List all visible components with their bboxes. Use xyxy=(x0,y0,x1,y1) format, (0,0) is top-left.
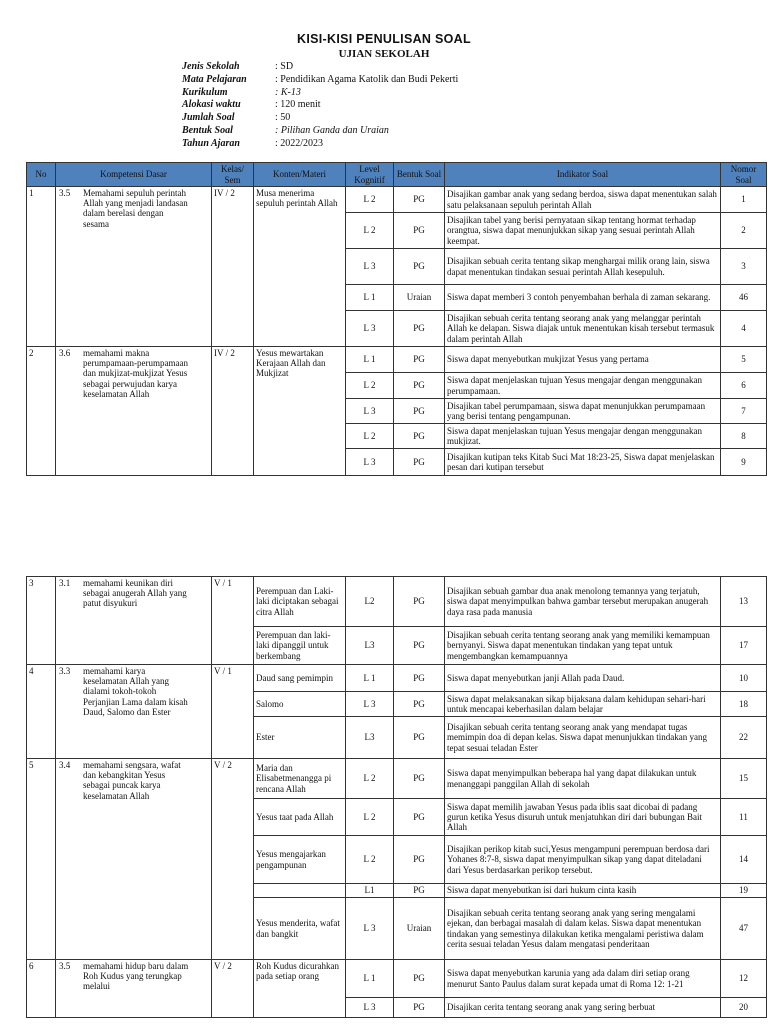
info-label: Jenis Sekolah xyxy=(182,61,240,72)
konten-materi: Yesus mengajarkan pengampunan xyxy=(254,836,346,884)
konten-materi: Daud sang pemimpin xyxy=(254,665,346,692)
info-value: : K-13 xyxy=(275,86,301,98)
bentuk-soal: PG xyxy=(394,717,445,759)
nomor-soal: 46 xyxy=(721,285,767,311)
header-indikator-soal: Indikator Soal xyxy=(445,163,721,187)
indikator-soal: Disajikan perikop kitab suci,Yesus mengampuni perempuan berdosa dari Yohanes 8:7-8, siswa dapat menyimpulkan sikap yang dapat diteladani dari Yesus berdasarkan perikop tersebut. xyxy=(445,836,721,884)
level-kognitif: L 1 xyxy=(346,960,394,998)
level-kognitif: L3 xyxy=(346,717,394,759)
table-row xyxy=(27,665,767,692)
table-row xyxy=(27,187,767,213)
konten-materi: Roh Kudus dicurahkan pada setiap orang xyxy=(254,960,346,1018)
document-subtitle: UJIAN SEKOLAH xyxy=(338,48,430,60)
konten-materi: Perempuan dan laki-laki dipanggil untuk berkembang xyxy=(254,627,346,665)
info-label: Kurikulum xyxy=(182,86,228,98)
konten-materi: Musa menerima sepuluh perintah Allah xyxy=(254,187,346,347)
info-label: Jumlah Soal xyxy=(182,112,235,124)
kompetensi-dasar xyxy=(56,187,212,347)
table-row xyxy=(27,960,767,998)
indikator-soal: Siswa dapat menyebutkan mukjizat Yesus yang pertama xyxy=(445,347,721,373)
bentuk-soal: Uraian xyxy=(394,898,445,960)
info-row xyxy=(182,87,458,100)
info-label: Tahun Ajaran xyxy=(182,137,240,149)
kd-text: memahami hidup baru dalam Roh Kudus yang terungkap melalui xyxy=(83,961,189,992)
header-no: No xyxy=(27,163,56,187)
level-kognitif: L 3 xyxy=(346,692,394,717)
indikator-soal: Siswa dapat memilih jawaban Yesus pada iblis saat dicobai di padang gurun ketika Yesus disuruh untuk menjatuhkan diri dari bubungan Bait Allah xyxy=(445,799,721,836)
kompetensi-dasar xyxy=(56,347,212,476)
table-row xyxy=(27,577,767,627)
table-body-2 xyxy=(27,577,767,1018)
nomor-soal: 22 xyxy=(721,717,767,759)
indikator-soal: Siswa dapat menjelaskan tujuan Yesus mengajar dengan menggunakan mukjizat. xyxy=(445,424,721,449)
nomor-soal: 3 xyxy=(721,249,767,285)
level-kognitif: L 3 xyxy=(346,898,394,960)
konten-materi: Yesus taat pada Allah xyxy=(254,799,346,836)
nomor-soal: 18 xyxy=(721,692,767,717)
nomor-soal: 11 xyxy=(721,799,767,836)
kelas-sem: IV / 2 xyxy=(212,187,254,347)
level-kognitif: L 3 xyxy=(346,249,394,285)
info-value: : SD xyxy=(275,61,294,72)
nomor-soal: 9 xyxy=(721,449,767,476)
nomor-soal: 15 xyxy=(721,759,767,799)
row-number: 3 xyxy=(27,577,56,665)
nomor-soal: 12 xyxy=(721,960,767,998)
header-bentuk-soal: Bentuk Soal xyxy=(394,163,445,187)
kd-text: memahami makna perumpamaan-perumpamaan dan mukjizat-mukjizat Yesus sebagai perwujudan karya keselamatan Allah xyxy=(83,348,188,399)
kd-number: 3.5 xyxy=(59,188,71,198)
bentuk-soal: PG xyxy=(394,836,445,884)
info-row xyxy=(182,74,458,87)
bentuk-soal: PG xyxy=(394,759,445,799)
indikator-soal: Disajikan gambar anak yang sedang berdoa, siswa dapat menentukan salah satu pelaksanaan sepuluh perintah Allah xyxy=(445,187,721,213)
indikator-soal: Siswa dapat menjelaskan tujuan Yesus mengajar dengan menggunakan perumpamaan. xyxy=(445,373,721,399)
info-value: : 120 menit xyxy=(275,99,321,111)
indikator-soal: Siswa dapat menyebutkan janji Allah pada Daud. xyxy=(445,665,721,692)
konten-materi: Maria dan Elisabetmenangga pi rencana Allah xyxy=(254,759,346,799)
nomor-soal: 4 xyxy=(721,311,767,347)
bentuk-soal: PG xyxy=(394,213,445,249)
indikator-soal: Disajikan sebuah cerita tentang seorang anak yang memiliki kemampuan bernyanyi. Siswa dapat menentukan tindakan yang tepat untuk mengembangkan kemampuannya xyxy=(445,627,721,665)
kisi-table-1 xyxy=(26,162,767,476)
indikator-soal: Siswa dapat menyebutkan isi dari hukum cinta kasih xyxy=(445,884,721,898)
kompetensi-dasar xyxy=(56,759,212,960)
kompetensi-dasar xyxy=(56,577,212,665)
level-kognitif: L2 xyxy=(346,577,394,627)
info-row xyxy=(182,125,458,138)
table-row xyxy=(27,759,767,799)
level-kognitif: L 2 xyxy=(346,373,394,399)
kompetensi-dasar xyxy=(56,960,212,1018)
bentuk-soal: PG xyxy=(394,373,445,399)
bentuk-soal: PG xyxy=(394,960,445,998)
kd-number: 3.4 xyxy=(59,760,71,770)
info-label: Mata Pelajaran xyxy=(182,73,247,85)
row-number: 6 xyxy=(27,960,56,1018)
nomor-soal: 6 xyxy=(721,373,767,399)
nomor-soal: 5 xyxy=(721,347,767,373)
bentuk-soal: PG xyxy=(394,424,445,449)
indikator-soal: Siswa dapat memberi 3 contoh penyembahan berhala di zaman sekarang. xyxy=(445,285,721,311)
bentuk-soal: PG xyxy=(394,998,445,1018)
nomor-soal: 1 xyxy=(721,187,767,213)
info-value: : 50 xyxy=(275,112,291,124)
kelas-sem: V / 1 xyxy=(212,577,254,665)
bentuk-soal: PG xyxy=(394,577,445,627)
level-kognitif: L1 xyxy=(346,884,394,898)
nomor-soal: 19 xyxy=(721,884,767,898)
kompetensi-dasar xyxy=(56,665,212,759)
bentuk-soal: PG xyxy=(394,692,445,717)
level-kognitif: L 2 xyxy=(346,759,394,799)
bentuk-soal: PG xyxy=(394,399,445,424)
nomor-soal: 13 xyxy=(721,577,767,627)
info-value: : Pilihan Ganda dan Uraian xyxy=(275,124,389,136)
nomor-soal: 20 xyxy=(721,998,767,1018)
level-kognitif: L 3 xyxy=(346,998,394,1018)
row-number: 1 xyxy=(27,187,56,347)
nomor-soal: 8 xyxy=(721,424,767,449)
level-kognitif: L 2 xyxy=(346,213,394,249)
header-konten-materi: Konten/Materi xyxy=(254,163,346,187)
bentuk-soal: PG xyxy=(394,347,445,373)
bentuk-soal: PG xyxy=(394,449,445,476)
indikator-soal: Siswa dapat melaksanakan sikap bijaksana dalam kehidupan sehari-hari untuk mencapai keberhasilan dalam belajar xyxy=(445,692,721,717)
kd-text: memahami keunikan diri sebagai anugerah Allah yang patut disyukuri xyxy=(83,578,187,609)
level-kognitif: L 2 xyxy=(346,424,394,449)
bentuk-soal: PG xyxy=(394,799,445,836)
level-kognitif: L 2 xyxy=(346,187,394,213)
level-kognitif: L 1 xyxy=(346,665,394,692)
bentuk-soal: PG xyxy=(394,627,445,665)
nomor-soal: 47 xyxy=(721,898,767,960)
nomor-soal: 17 xyxy=(721,627,767,665)
level-kognitif: L3 xyxy=(346,627,394,665)
kelas-sem: V / 1 xyxy=(212,665,254,759)
nomor-soal: 7 xyxy=(721,399,767,424)
indikator-soal: Disajikan kutipan teks Kitab Suci Mat 18:23-25, Siswa dapat menjelaskan pesan dari kutipan tersebut xyxy=(445,449,721,476)
indikator-soal: Disajikan cerita tentang seorang anak yang sering berbuat xyxy=(445,998,721,1018)
nomor-soal: 14 xyxy=(721,836,767,884)
info-label: Alokasi waktu xyxy=(182,99,241,111)
indikator-soal: Disajikan tabel yang berisi pernyataan sikap tentang hormat terhadap orangtua, siswa dapat menunjukkan sikap yang sesuai perintah Allah keempat. xyxy=(445,213,721,249)
bentuk-soal: PG xyxy=(394,311,445,347)
konten-materi: Ester xyxy=(254,717,346,759)
kd-text: memahami karya keselamatan Allah yang dialami tokoh-tokoh Perjanjian Lama dalam kisah Daud, Salomo dan Ester xyxy=(83,666,188,717)
bentuk-soal: PG xyxy=(394,884,445,898)
table-body-1 xyxy=(27,187,767,476)
level-kognitif: L 1 xyxy=(346,285,394,311)
indikator-soal: Disajikan tabel perumpamaan, siswa dapat menunjukkan perumpamaan yang berisi tentang pengampunan. xyxy=(445,399,721,424)
indikator-soal: Disajikan sebuah cerita tentang sikap menghargai milik orang lain, siswa dapat menentukan tindakan sesuai perintah Allah kesepuluh. xyxy=(445,249,721,285)
indikator-soal: Disajikan sebuah cerita tentang seorang anak yang mendapat tugas memimpin doa di depan kelas. Siswa dapat menunjukkan tindakan yang tepat sesuai teladan Ester xyxy=(445,717,721,759)
kelas-sem: V / 2 xyxy=(212,759,254,960)
kd-number: 3.5 xyxy=(59,961,71,971)
info-row xyxy=(182,61,458,74)
level-kognitif: L 3 xyxy=(346,399,394,424)
row-number: 5 xyxy=(27,759,56,960)
document-title: KISI-KISI PENULISAN SOAL xyxy=(297,32,471,46)
table-header-row xyxy=(27,163,767,187)
kd-number: 3.1 xyxy=(59,578,71,588)
info-value: : Pendidikan Agama Katolik dan Budi Pekerti xyxy=(275,73,459,85)
info-row xyxy=(182,112,458,125)
row-number: 4 xyxy=(27,665,56,759)
row-number: 2 xyxy=(27,347,56,476)
header-kompetensi-dasar: Kompetensi Dasar xyxy=(56,163,212,187)
kisi-table-2 xyxy=(26,576,767,1018)
level-kognitif: L 3 xyxy=(346,311,394,347)
info-value: : 2022/2023 xyxy=(275,137,324,149)
kelas-sem: V / 2 xyxy=(212,960,254,1018)
level-kognitif: L 1 xyxy=(346,347,394,373)
bentuk-soal: PG xyxy=(394,665,445,692)
level-kognitif: L 2 xyxy=(346,799,394,836)
bentuk-soal: PG xyxy=(394,187,445,213)
info-row xyxy=(182,138,458,151)
indikator-soal: Disajikan sebuah cerita tentang seorang anak yang melanggar perintah Allah ke delapan. Siswa diajak untuk menentukan kisah tersebut termasuk dalam perintah Allah xyxy=(445,311,721,347)
level-kognitif: L 3 xyxy=(346,449,394,476)
bentuk-soal: PG xyxy=(394,249,445,285)
kd-text: memahami sengsara, wafat dan kebangkitan Yesus sebagai puncak karya keselamatan Allah xyxy=(83,760,181,801)
konten-materi xyxy=(254,884,346,898)
indikator-soal: Siswa dapat menyebutkan karunia yang ada dalam diri setiap orang menurut Santo Paulus dalam surat kepada umat di Roma 12: 1-21 xyxy=(445,960,721,998)
info-row xyxy=(182,99,458,112)
konten-materi: Yesus menderita, wafat dan bangkit xyxy=(254,898,346,960)
indikator-soal: Disajikan sebuah gambar dua anak menolong temannya yang terjatuh, siswa dapat menyimpulkan bahwa gambar tersebut merupakan anugerah daya rasa pada manusia xyxy=(445,577,721,627)
konten-materi: Yesus mewartakan Kerajaan Allah dan Mukjizat xyxy=(254,347,346,476)
level-kognitif: L 2 xyxy=(346,836,394,884)
indikator-soal: Siswa dapat menyimpulkan beberapa hal yang dapat dilakukan untuk menanggapi panggilan Allah di sekolah xyxy=(445,759,721,799)
info-block xyxy=(182,61,458,151)
header-nomor-soal: Nomor Soal xyxy=(721,163,767,187)
konten-materi: Salomo xyxy=(254,692,346,717)
kd-number: 3.3 xyxy=(59,666,71,676)
indikator-soal: Disajikan sebuah cerita tentang seorang anak yang sering mengalami ejekan, dan berbagai masalah di dalam kelas. Siswa dapat menentukan tindakan yang semestinya dilakukan ketika mengalami peristiwa dalam cerita sesuai teladan Yesus dalam mengatasi penderitaan xyxy=(445,898,721,960)
nomor-soal: 10 xyxy=(721,665,767,692)
bentuk-soal: Uraian xyxy=(394,285,445,311)
header-level-kognitif: Level Kognitif xyxy=(346,163,394,187)
table-row xyxy=(27,347,767,373)
info-label: Bentuk Soal xyxy=(182,124,233,136)
kd-number: 3.6 xyxy=(59,348,71,358)
konten-materi: Perempuan dan Laki-laki diciptakan sebagai citra Allah xyxy=(254,577,346,627)
kelas-sem: IV / 2 xyxy=(212,347,254,476)
header-kelas-sem: Kelas/ Sem xyxy=(212,163,254,187)
nomor-soal: 2 xyxy=(721,213,767,249)
kd-text: Memahami sepuluh perintah Allah yang menjadi landasan dalam berelasi dengan sesama xyxy=(83,188,188,229)
